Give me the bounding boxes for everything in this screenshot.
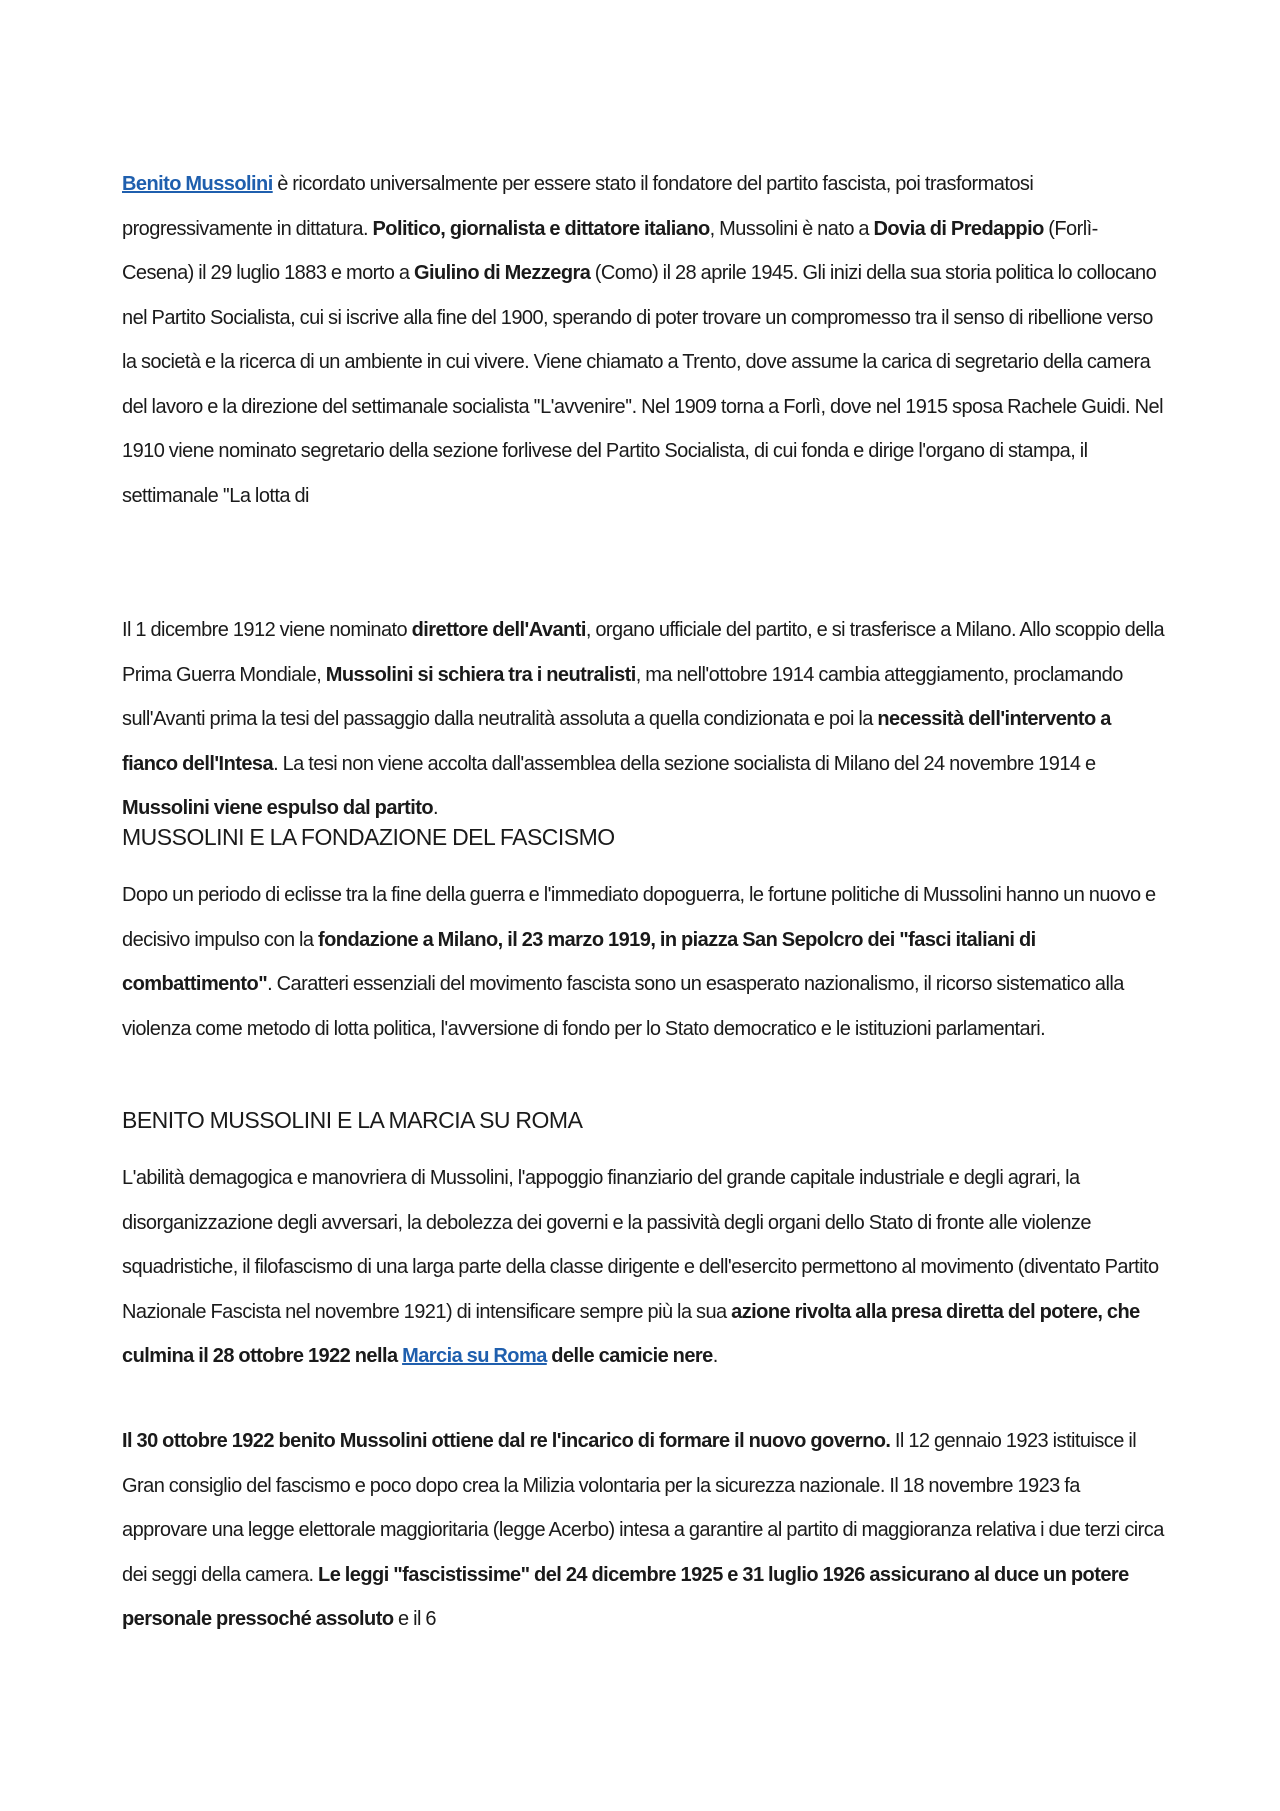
text: . Caratteri essenziali del movimento fascista sono un esasperato nazionalismo, il ricorso sistematico alla violenza come metodo di lotta politica, l'avversione di fondo per lo Stato democratico e le istituzioni parlamentari. bbox=[122, 973, 1124, 1040]
paragraph-fondazione bbox=[122, 873, 1167, 1051]
text: L'abilità demagogica e manovriera di Mussolini, l'appoggio finanziario del grande capitale industriale e degli agrari, la disorganizzazione degli avversari, la debolezza dei governi e la passività degli organi dello Stato di fronte alle violenze squadristiche, il filofascismo di una larga parte della classe dirigente e dell'esercito permettono al movimento (diventato Partito Nazionale Fascista nel novembre 1921) di intensificare sempre più la sua bbox=[122, 1167, 1159, 1323]
bold-text: Le leggi "fascistissime" del 24 dicembre 1925 e 31 luglio 1926 assicurano al duce un potere personale pressoché assoluto bbox=[122, 1563, 1129, 1630]
paragraph-marcia bbox=[122, 1156, 1167, 1379]
heading-fondazione-fascismo: MUSSOLINI E LA FONDAZIONE DEL FASCISMO bbox=[122, 824, 615, 850]
bold-text: delle camicie nere bbox=[546, 1345, 713, 1367]
heading-marcia-su-roma: BENITO MUSSOLINI E LA MARCIA SU ROMA bbox=[122, 1107, 583, 1133]
text: , ma nell'ottobre 1914 cambia atteggiamento, proclamando sull'Avanti prima la tesi del passaggio dalla neutralità assoluta a quella condizionata e poi la bbox=[122, 663, 1123, 730]
bold-text: Mussolini viene espulso dal partito bbox=[122, 797, 434, 819]
text: Il 12 gennaio 1923 istituisce il Gran consiglio del fascismo e poco dopo crea la Milizia volontaria per la sicurezza nazionale. Il 18 novembre 1923 fa approvare una legge elettorale maggioritaria (legge Acerbo) intesa a garantire al partito di maggioranza relativa i due terzi circa dei seggi della camera. bbox=[122, 1430, 1164, 1586]
bold-text: Dovia di Predappio bbox=[873, 217, 1044, 240]
bold-text: fondazione a Milano, il 23 marzo 1919, in piazza San Sepolcro dei "fasci italiani di combattimento" bbox=[122, 928, 1036, 995]
text: (Forlì-Cesena) il 29 luglio 1883 e morto a bbox=[122, 217, 1098, 284]
bold-text: necessità dell'intervento a fianco dell'Intesa bbox=[122, 708, 1111, 775]
text: . bbox=[712, 1345, 718, 1367]
text: (Como) il 28 aprile 1945. Gli inizi della sua storia politica lo collocano nel Partito Socialista, cui si iscrive alla fine del 1900, sperando di poter trovare un compromesso tra il senso di ribellione verso la società e la ricerca di un ambiente in cui vivere. Viene chiamato a Trento, dove assume la carica di segretario della camera del lavoro e la direzione del settimanale socialista ''L'avvenire''. Nel 1909 torna a Forlì, dove nel 1915 sposa Rachele Guidi. Nel 1910 viene nominato segretario della sezione forlivese del Partito Socialista, di cui fonda e dirige l'organo di stampa, il settimanale ''La lotta di bbox=[122, 262, 1164, 507]
text: , Mussolini è nato a bbox=[709, 217, 874, 240]
text: , organo ufficiale del partito, e si trasferisce a Milano. Allo scoppio della Prima Guerra Mondiale, bbox=[122, 619, 1165, 686]
text: e il 6 bbox=[393, 1608, 436, 1630]
bold-text: direttore dell'Avanti bbox=[411, 619, 586, 641]
bold-text: azione rivolta alla presa diretta del potere, che culmina il 28 ottobre 1922 nella bbox=[122, 1300, 1140, 1367]
text: è ricordato universalmente per essere stato il fondatore del partito fascista, poi trasformatosi progressivamente in dittatura. bbox=[122, 173, 1034, 240]
text: Dopo un periodo di eclisse tra la fine della guerra e l'immediato dopoguerra, le fortune politiche di Mussolini hanno un nuovo e decisivo impulso con la bbox=[122, 884, 1156, 951]
text: . La tesi non viene accolta dall'assemblea della sezione socialista di Milano del 24 novembre 1914 e bbox=[273, 752, 1096, 775]
text: Il 1 dicembre 1912 viene nominato bbox=[122, 619, 412, 641]
bold-text: Il 30 ottobre 1922 benito Mussolini ottiene dal re l'incarico di formare il nuovo governo. bbox=[122, 1430, 891, 1452]
bold-text: Mussolini si schiera tra i neutralisti bbox=[325, 663, 636, 686]
text: . bbox=[433, 797, 439, 819]
bold-text: Politico, giornalista e dittatore italiano bbox=[372, 217, 710, 240]
paragraph-governo bbox=[122, 1419, 1167, 1642]
link-benito-mussolini[interactable]: Benito Mussolini bbox=[122, 173, 273, 195]
bold-text: Giulino di Mezzegra bbox=[413, 262, 591, 284]
paragraph-avanti bbox=[122, 608, 1167, 831]
paragraph-biography bbox=[122, 162, 1167, 518]
link-marcia-su-roma[interactable]: Marcia su Roma bbox=[402, 1345, 547, 1367]
